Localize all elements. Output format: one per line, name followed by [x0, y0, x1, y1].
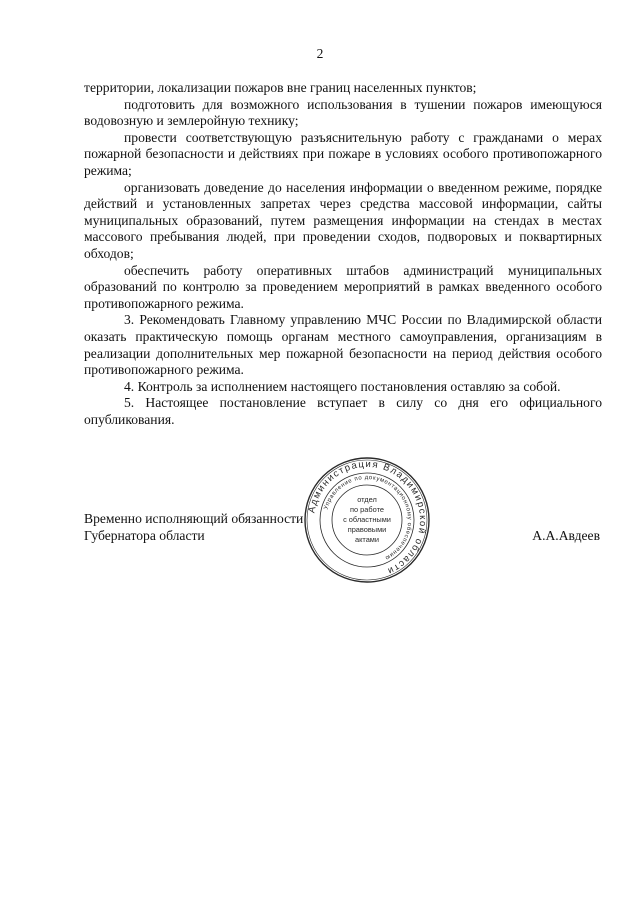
signatory-position-line: Губернатора области [84, 527, 205, 543]
signatory-position-line: Временно исполняющий обязанности [84, 511, 304, 526]
paragraph: территории, локализации пожаров вне границ населенных пунктов; [84, 80, 477, 95]
signatory-position [84, 511, 303, 544]
paragraph: 3. Рекомендовать Главному управлению МЧС России по Владимирской области оказать практическую помощь органам местного самоуправления, организациям в реализации дополнительных мер пожарной безопасности на период действия особого противопожарного режима. [84, 312, 602, 378]
paragraph: 5. Настоящее постановление вступает в силу со дня его официального опубликования. [84, 395, 602, 427]
paragraph: организовать доведение до населения информации о введенном режиме, порядке действий и установленных запретах через средства массовой информации, сайты муниципальных образований, путем размещения информации на стендах в местах массового пребывания людей, при проведении сходов, подворовых и поквартирных обходов; [84, 179, 602, 261]
paragraph: обеспечить работу оперативных штабов администраций муниципальных образований по контролю за проведением мероприятий в рамках введенного особого противопожарного режима. [84, 262, 602, 311]
paragraph: 4. Контроль за исполнением настоящего постановления оставляю за собой. [124, 378, 561, 394]
stamp-center-line: по работе [350, 505, 384, 514]
page-number: 2 [316, 46, 324, 61]
stamp-center-line: с областными [343, 515, 391, 524]
stamp-center-line: актами [354, 535, 380, 544]
document-body [84, 80, 602, 428]
paragraph: подготовить для возможного использования в тушении пожаров имеющуюся водовозную и землеройную технику; [84, 96, 602, 129]
stamp-center-line: правовыми [347, 525, 387, 534]
stamp-center-line: отдел [357, 495, 377, 504]
official-stamp [302, 455, 432, 585]
paragraph: провести соответствующую разъяснительную работу с гражданами о мерах пожарной безопасности и действиях при пожаре в условиях особого противопожарного режима; [84, 129, 602, 178]
stamp-outer-text: Администрация Владимирской области [306, 458, 429, 577]
stamp-inner-ring-text: Управление по документационному обеспечению [323, 474, 413, 561]
signatory-name: А.А.Авдеев [532, 528, 600, 543]
stamp-graphic [302, 455, 432, 585]
